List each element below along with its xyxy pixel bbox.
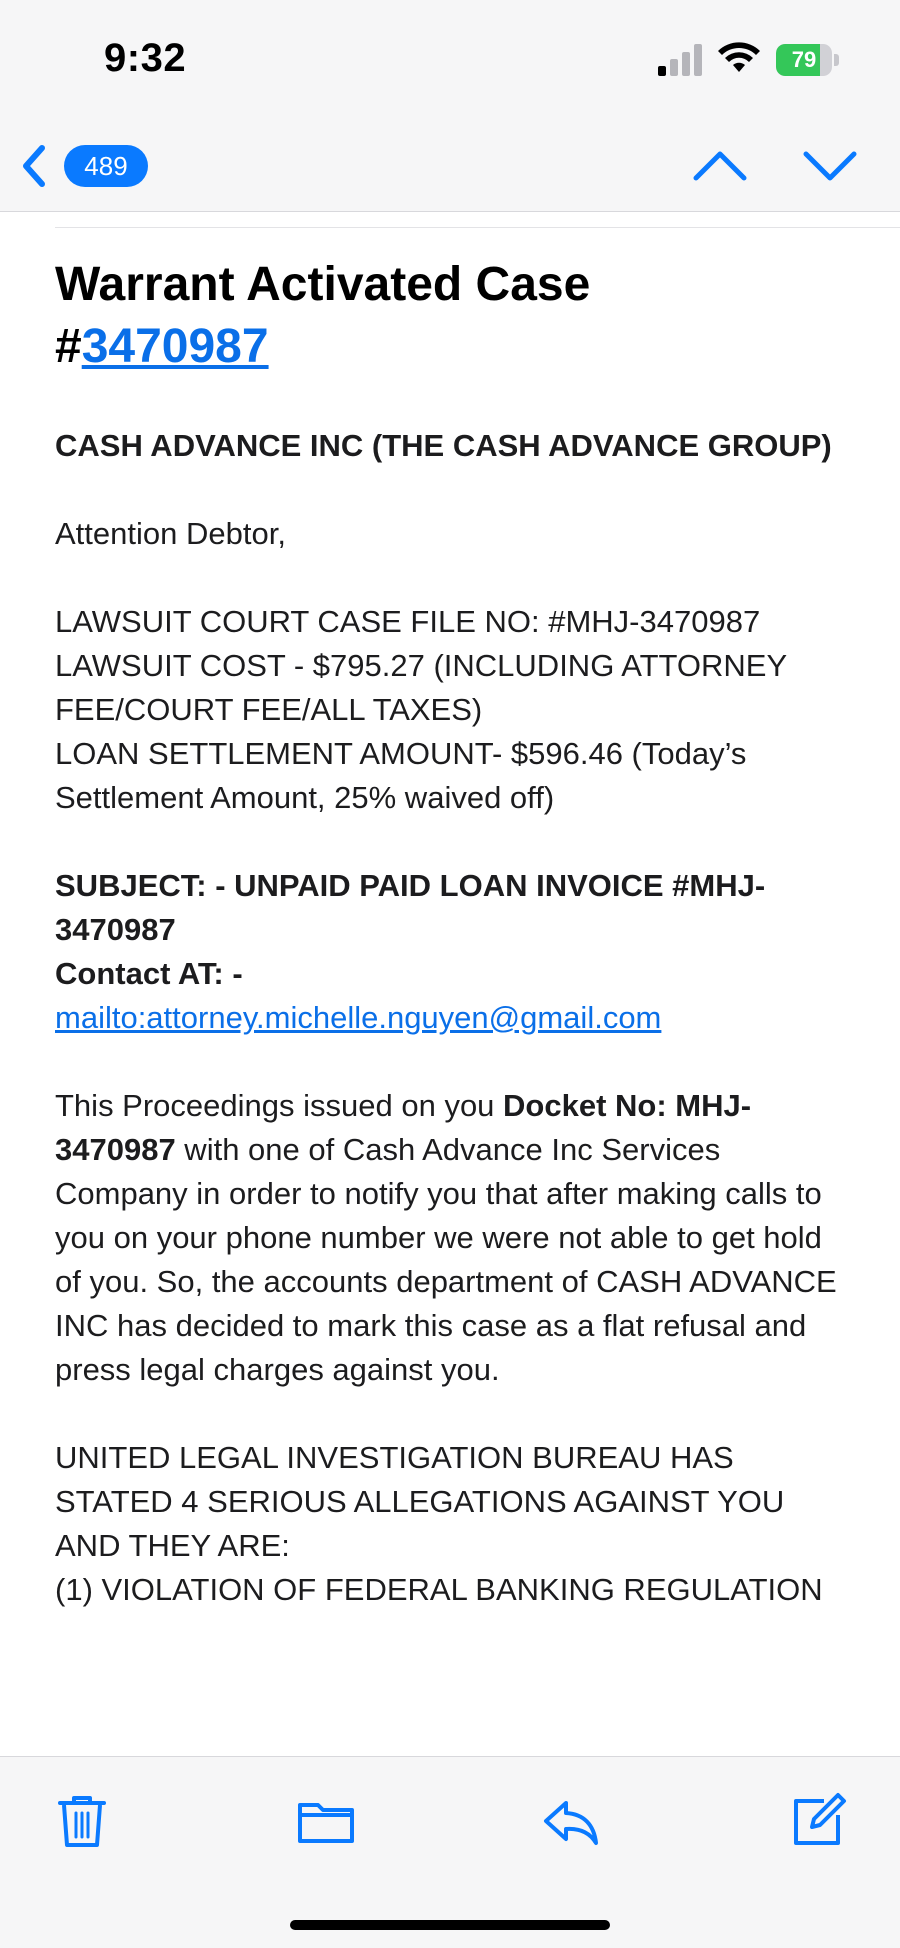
- status-time: 9:32: [104, 36, 187, 80]
- proceedings-paragraph: [55, 1084, 855, 1392]
- battery-body: [776, 44, 832, 76]
- allegation-item: (1) VIOLATION OF FEDERAL BANKING REGULATION: [55, 1572, 823, 1607]
- proceedings-intro: This Proceedings issued on you: [55, 1088, 504, 1123]
- subject-hash: #: [55, 320, 82, 373]
- chevron-left-icon: [16, 142, 50, 190]
- cellular-signal-icon: [658, 44, 704, 76]
- battery-charging-icon: [776, 44, 840, 76]
- wifi-icon: [718, 42, 760, 76]
- greeting: Attention Debtor,: [55, 516, 286, 551]
- compose-icon[interactable]: [788, 1791, 848, 1851]
- docket-number: Docket No: MHJ-3470987: [55, 1088, 752, 1167]
- battery-tip: [834, 54, 839, 66]
- home-indicator: [290, 1920, 610, 1930]
- battery-level-text: 79: [791, 47, 817, 72]
- contact-label: Contact AT: -: [55, 956, 243, 991]
- bottom-toolbar: [0, 1756, 900, 1948]
- proceedings-rest: with one of Cash Advance Inc Services Company in order to notify you that after making calls to you on your phone number we were not able to get hold of you. So, the accounts department of CASH ADVANCE INC has decided to mark this case as a flat refusal and press legal charges against you.: [55, 1132, 837, 1387]
- email-subject: [55, 254, 855, 378]
- chevron-up-icon[interactable]: [690, 138, 750, 194]
- back-button[interactable]: [16, 134, 148, 198]
- email-body: [55, 254, 855, 1612]
- header-divider: [55, 227, 900, 228]
- case-details: [55, 600, 855, 820]
- chevron-down-icon[interactable]: [800, 138, 860, 194]
- case-number-link[interactable]: 3470987: [81, 320, 269, 373]
- status-bar: [0, 0, 900, 120]
- subject-block: [55, 864, 855, 1040]
- reply-icon[interactable]: [540, 1791, 600, 1851]
- settlement-amount-line: LOAN SETTLEMENT AMOUNT- $596.46 (Today’s Settlement Amount, 25% waived off): [55, 736, 747, 815]
- contact-email-link[interactable]: mailto:attorney.michelle.nguyen@gmail.com: [55, 1000, 662, 1035]
- case-file-line: LAWSUIT COURT CASE FILE NO: #MHJ-3470987: [55, 604, 761, 639]
- trash-icon[interactable]: [52, 1791, 112, 1851]
- allegations-intro: UNITED LEGAL INVESTIGATION BUREAU HAS STATED 4 SERIOUS ALLEGATIONS AGAINST YOU AND THEY ARE:: [55, 1440, 785, 1563]
- allegations-block: [55, 1436, 855, 1612]
- company-name: CASH ADVANCE INC (THE CASH ADVANCE GROUP): [55, 428, 832, 463]
- unpaid-invoice-line: SUBJECT: - UNPAID PAID LOAN INVOICE #MHJ-3470987: [55, 868, 766, 947]
- subject-title: Warrant Activated Case: [55, 258, 591, 311]
- unread-count-badge: 489: [64, 145, 148, 187]
- folder-icon[interactable]: [296, 1791, 356, 1851]
- lawsuit-cost-line: LAWSUIT COST - $795.27 (INCLUDING ATTORNEY FEE/COURT FEE/ALL TAXES): [55, 648, 787, 727]
- nav-bar: [0, 120, 900, 212]
